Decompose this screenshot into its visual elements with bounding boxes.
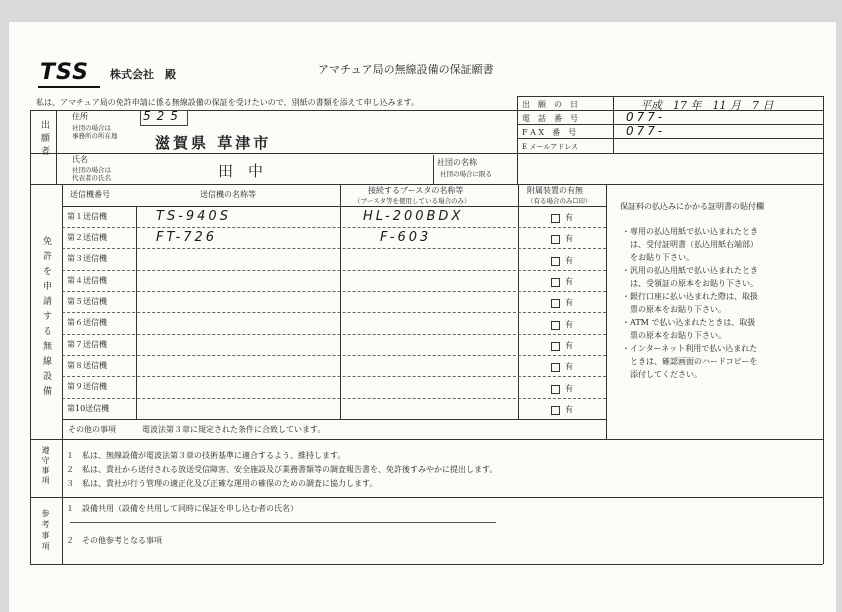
reference-item-1: １ 設備共用（設備を共用して同時に保証を申し込む者の氏名）: [66, 504, 298, 513]
name-value[interactable]: 田 中: [218, 162, 264, 180]
applicant-side-label: 出願者: [39, 120, 49, 159]
row-3-checkbox[interactable]: [551, 257, 560, 266]
row-3-no: 第３送信機: [67, 254, 107, 263]
payment-item-3-line-2: 票の原本をお貼り下さい。: [622, 305, 726, 314]
fax-value[interactable]: 077-: [626, 124, 666, 138]
row-5-checkbox[interactable]: [551, 299, 560, 308]
other-label: その他の事項: [68, 425, 116, 434]
payment-item-3-line-1: ・銀行口座に払い込まれた際は、取扱: [622, 292, 758, 301]
phone-value[interactable]: 077-: [626, 110, 666, 124]
col-header-accessory: 附属装置の有無: [527, 186, 583, 195]
row-1-no: 第１送信機: [67, 212, 107, 221]
email-label: E メールアドレス: [522, 143, 578, 151]
payment-item-5-line-1: ・インターネット利用で払い込まれた: [622, 344, 758, 353]
payment-title: 保証料の払込みにかかる証明書の貼付欄: [620, 202, 764, 211]
equipment-side-label: 免許を申請する無線設備: [41, 236, 51, 401]
address-note-1: 社団の場合は: [72, 124, 111, 132]
row-10-checkbox[interactable]: [551, 406, 560, 415]
compliance-item-2: ２ 私は、貴社から送付される放送受信障害、安全施設及び業務書類等の調査報告書を、免許後すみやかに提出します。: [66, 465, 498, 474]
other-value: 電波法第３章に規定された条件に合致しています。: [142, 425, 326, 434]
payment-item-1-line-1: ・専用の払込用紙で払い込まれたとき: [622, 227, 758, 236]
compliance-item-3: ３ 私は、貴社が行う管理の適正化及び正確な運用の確保のための調査に協力します。: [66, 479, 378, 488]
row-6-accessory[interactable]: 有: [551, 320, 573, 330]
row-9-no: 第９送信機: [67, 382, 107, 391]
row-7-accessory[interactable]: 有: [551, 341, 573, 351]
payment-item-2-line-2: は、受領証の原本をお貼り下さい。: [622, 279, 758, 288]
company-name: 株式会社 殿: [110, 68, 176, 81]
row-9-checkbox[interactable]: [551, 385, 560, 394]
logo-underline: [38, 86, 100, 88]
row-2-no: 第２送信機: [67, 233, 107, 242]
row-6-checkbox[interactable]: [551, 321, 560, 330]
company-logo: TSS: [40, 60, 89, 85]
row-4-accessory[interactable]: 有: [551, 277, 573, 287]
payment-item-1-line-3: をお貼り下さい。: [622, 253, 694, 262]
address-value[interactable]: 滋賀県 草津市: [155, 134, 272, 152]
date-label: 出 願 の 日: [522, 100, 578, 109]
form-title: アマチュア局の無線設備の保証願書: [318, 63, 494, 76]
row-2-checkbox[interactable]: [551, 235, 560, 244]
col-header-no: 送信機番号: [70, 190, 110, 199]
row-9-accessory[interactable]: 有: [551, 384, 573, 394]
name-note-2: 代表者の氏名: [72, 174, 111, 182]
row-1-checkbox[interactable]: [551, 214, 560, 223]
date-value[interactable]: 平成 17 年 11 月 7 日: [640, 99, 774, 112]
payment-item-5-line-3: 添付してください。: [622, 370, 702, 379]
payment-item-4-line-2: 票の原本をお貼り下さい。: [622, 331, 726, 340]
club-name-note: 社団の場合に限る: [440, 170, 492, 178]
payment-item-2-line-1: ・汎用の払込用紙で払い込まれたとき: [622, 266, 758, 275]
row-1-booster[interactable]: HL-200BDX: [363, 209, 464, 224]
address-note-2: 事務所の所在地: [72, 132, 118, 140]
row-10-accessory[interactable]: 有: [551, 405, 573, 415]
row-8-accessory[interactable]: 有: [551, 362, 573, 372]
row-6-no: 第６送信機: [67, 318, 107, 327]
reference-item-2: ２ その他参考となる事項: [66, 536, 162, 545]
reference-side-label: 参考事項: [41, 509, 50, 553]
name-note-1: 社団の場合は: [72, 166, 111, 174]
row-8-checkbox[interactable]: [551, 363, 560, 372]
payment-item-1-line-2: は、受付証明書（払込用紙右端部）: [622, 240, 758, 249]
compliance-side-label: 遵守事項: [41, 446, 50, 486]
row-2-booster[interactable]: F-603: [380, 230, 432, 245]
row-5-accessory[interactable]: 有: [551, 298, 573, 308]
row-4-no: 第４送信機: [67, 276, 107, 285]
club-name-label: 社団の名称: [437, 158, 477, 167]
row-7-checkbox[interactable]: [551, 342, 560, 351]
row-7-no: 第７送信機: [67, 340, 107, 349]
intro-text: 私は、アマチュア局の免許申請に係る無線設備の保証を受けたいので、別紙の書類を添えて申し込みます。: [36, 98, 419, 107]
row-2-accessory[interactable]: 有: [551, 234, 573, 244]
payment-instructions: [622, 225, 820, 381]
col-header-accessory-note: （有る場合のみ☐印）: [527, 197, 592, 205]
row-1-accessory[interactable]: 有: [551, 213, 573, 223]
row-3-accessory[interactable]: 有: [551, 256, 573, 266]
payment-item-4-line-1: ・ATM で払い込まれたときは、取扱: [622, 318, 756, 327]
row-2-name[interactable]: FT-726: [156, 230, 218, 245]
row-4-checkbox[interactable]: [551, 278, 560, 287]
row-5-no: 第５送信機: [67, 297, 107, 306]
phone-label: 電 話 番 号: [522, 114, 578, 123]
compliance-item-1: １ 私は、無線設備が電波法第３章の技術基準に適合するよう、維持します。: [66, 451, 346, 460]
postal-code-value[interactable]: 525: [143, 109, 184, 123]
col-header-name: 送信機の名称等: [200, 190, 256, 199]
row-1-name[interactable]: TS-940S: [156, 209, 231, 224]
row-10-no: 第10送信機: [67, 404, 110, 413]
col-header-booster: 接続するブースタの名称等: [368, 186, 464, 195]
row-8-no: 第８送信機: [67, 361, 107, 370]
col-header-booster-note: （ブースタ等を使用している場合のみ）: [354, 197, 471, 205]
fax-label: F A X 番 号: [522, 128, 577, 137]
payment-item-5-line-2: ときは、確認画面のハードコピーを: [622, 357, 758, 366]
name-label: 氏名: [72, 155, 88, 164]
address-label: 住所: [72, 112, 88, 121]
